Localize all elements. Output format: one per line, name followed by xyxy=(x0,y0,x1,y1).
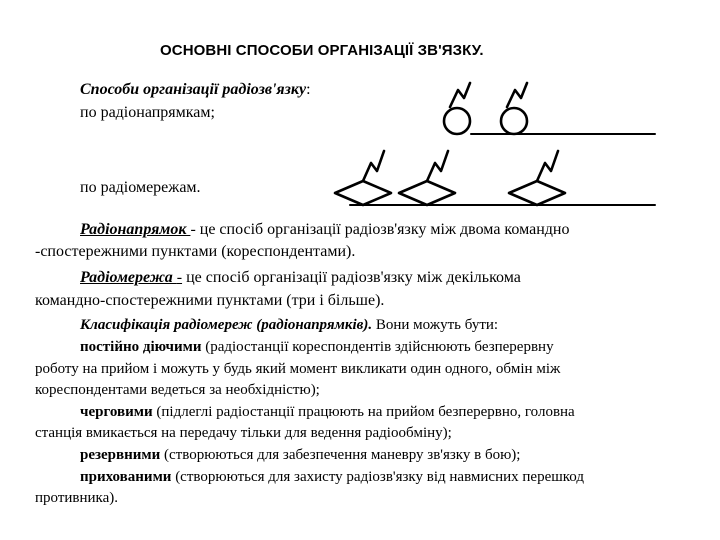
def-radiomerezha-line2: командно-спостережними пунктами (три і більше). xyxy=(35,292,385,309)
permanent-line2: роботу на прийом і можуть у будь який момент викликати один одного, обмін між xyxy=(35,361,561,377)
antenna-zigzag-5 xyxy=(537,151,558,181)
antenna-zigzag-4 xyxy=(427,151,448,181)
term-permanent: постійно діючими xyxy=(80,339,202,355)
antenna-zigzag-1 xyxy=(450,83,470,107)
method-item-radiomerezhi: по радіомережам. xyxy=(80,179,201,196)
hidden-line2: противника). xyxy=(35,490,119,506)
duty-text: (підлеглі радіостанції працюють на прийом безперервно, головна xyxy=(152,404,575,420)
station-diamond-1 xyxy=(335,181,391,205)
method-item-radionapryamky: по радіонапрямкам; xyxy=(80,104,215,121)
classification-heading: Класифікація радіомереж (радіонапрямків). xyxy=(80,317,373,333)
methods-heading-line xyxy=(80,80,311,100)
term-radionapryamok: Радіонапрямок xyxy=(80,221,191,238)
def-radiomerezha-line1 xyxy=(80,268,521,288)
term-duty: черговими xyxy=(80,404,153,420)
def-radionapryamok-line1 xyxy=(80,220,569,240)
page-title: ОСНОВНІ СПОСОБИ ОРГАНІЗАЦІЇ ЗВ'ЯЗКУ. xyxy=(160,42,484,59)
term-reserve: резервними xyxy=(80,447,161,463)
term-radiomerezha: Радіомережа xyxy=(80,269,177,286)
def-radionapryamok-text: - це спосіб організації радіозв'язку між двома командно xyxy=(190,221,570,238)
reserve-line xyxy=(80,446,520,465)
hidden-text: (створюються для захисту радіозв'язку від навмисних перешкод xyxy=(171,469,584,485)
station-circle-2 xyxy=(501,108,527,134)
duty-line1 xyxy=(80,403,575,422)
antenna-zigzag-2 xyxy=(507,83,527,107)
def-radionapryamok-line2: -спостережними пунктами (кореспондентами). xyxy=(35,243,356,260)
methods-heading: Способи організації радіозв'язку xyxy=(80,81,307,98)
permanent-line3: кореспондентами ведеться за необхідністю); xyxy=(35,382,320,398)
permanent-text: (радіостанції кореспондентів здійснюють безперервну xyxy=(201,339,554,355)
hidden-line1 xyxy=(80,468,584,487)
permanent-line1 xyxy=(80,338,554,357)
antenna-zigzag-3 xyxy=(363,151,384,181)
duty-line2: станція вмикається на передачу тільки для ведення радіообміну); xyxy=(35,425,452,441)
methods-heading-colon: : xyxy=(306,81,311,98)
station-circle-1 xyxy=(444,108,470,134)
classification-line xyxy=(80,316,498,335)
station-diamond-2 xyxy=(399,181,455,205)
term-radiomerezha-dash: - xyxy=(176,269,183,286)
term-hidden: прихованими xyxy=(80,469,172,485)
reserve-text: (створюються для забезпечення маневру зв'язку в бою); xyxy=(160,447,521,463)
def-radiomerezha-text: це спосіб організації радіозв'язку між декількома xyxy=(182,269,521,286)
station-diamond-3 xyxy=(509,181,565,205)
classification-heading-rest: Вони можуть бути: xyxy=(372,317,499,333)
